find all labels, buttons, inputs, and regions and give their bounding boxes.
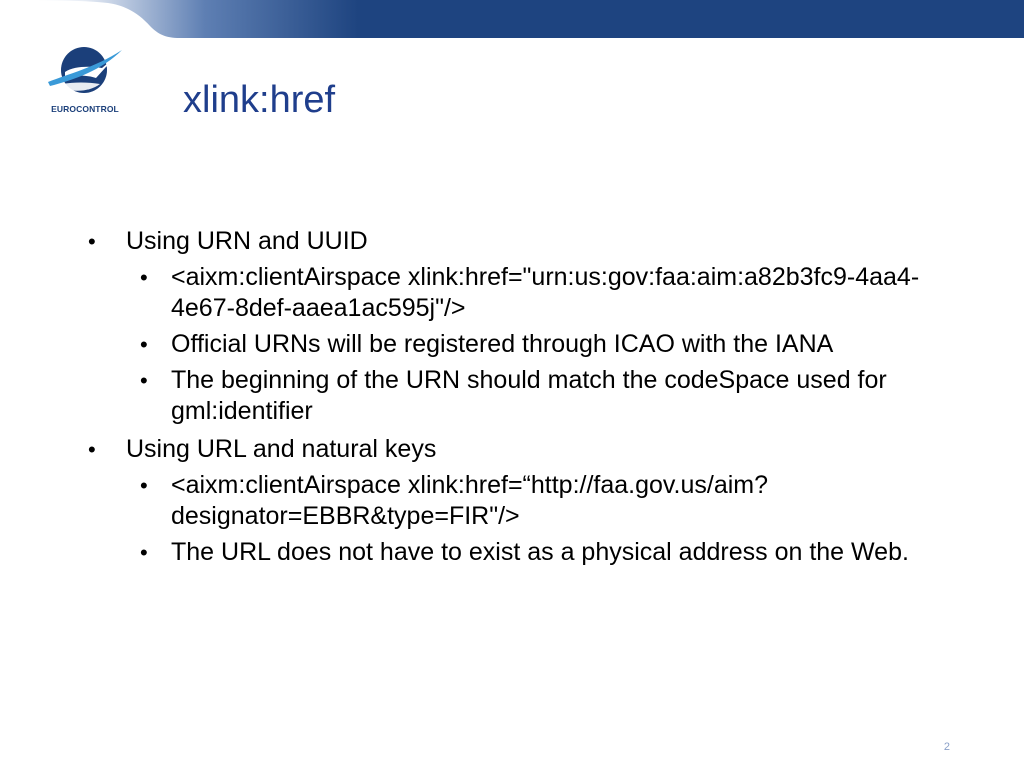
bullet-icon: • — [88, 229, 96, 254]
bullet-icon: • — [140, 265, 148, 290]
sub-bullet-text: The beginning of the URN should match the codeSpace used for gml:identifier — [171, 366, 887, 425]
sub-bullet-item — [88, 329, 948, 360]
bullet-item-url-natural-keys — [88, 434, 948, 465]
sub-bullet-item — [88, 365, 948, 427]
logo-text: EUROCONTROL — [51, 104, 119, 114]
bullet-icon: • — [140, 540, 148, 565]
slide-title: xlink:href — [183, 79, 336, 121]
bullet-list — [88, 226, 948, 568]
eurocontrol-emblem-icon — [44, 38, 126, 102]
bullet-icon: • — [140, 332, 148, 357]
eurocontrol-logo — [44, 38, 126, 118]
bullet-icon: • — [140, 368, 148, 393]
bullet-icon: • — [140, 473, 148, 498]
bullet-icon: • — [88, 437, 96, 462]
header-bar — [0, 0, 1024, 38]
sub-bullet-item — [88, 470, 948, 532]
sub-bullet-text: <aixm:clientAirspace xlink:href="urn:us:gov:faa:aim:a82b3fc9-4aa4-4e67-8def-aaea1ac595j"/> — [171, 263, 920, 322]
sub-bullet-text: Official URNs will be registered through ICAO with the IANA — [171, 330, 834, 358]
bullet-item-urn-uuid — [88, 226, 948, 257]
sub-bullet-item — [88, 537, 948, 568]
page-number: 2 — [943, 741, 950, 753]
sub-bullet-item — [88, 262, 948, 324]
bullet-text: Using URN and UUID — [126, 227, 368, 255]
bullet-text: Using URL and natural keys — [126, 435, 437, 463]
sub-bullet-text: <aixm:clientAirspace xlink:href=“http://faa.gov.us/aim?designator=EBBR&type=FIR"/> — [171, 471, 769, 530]
sub-bullet-text: The URL does not have to exist as a physical address on the Web. — [171, 538, 909, 566]
